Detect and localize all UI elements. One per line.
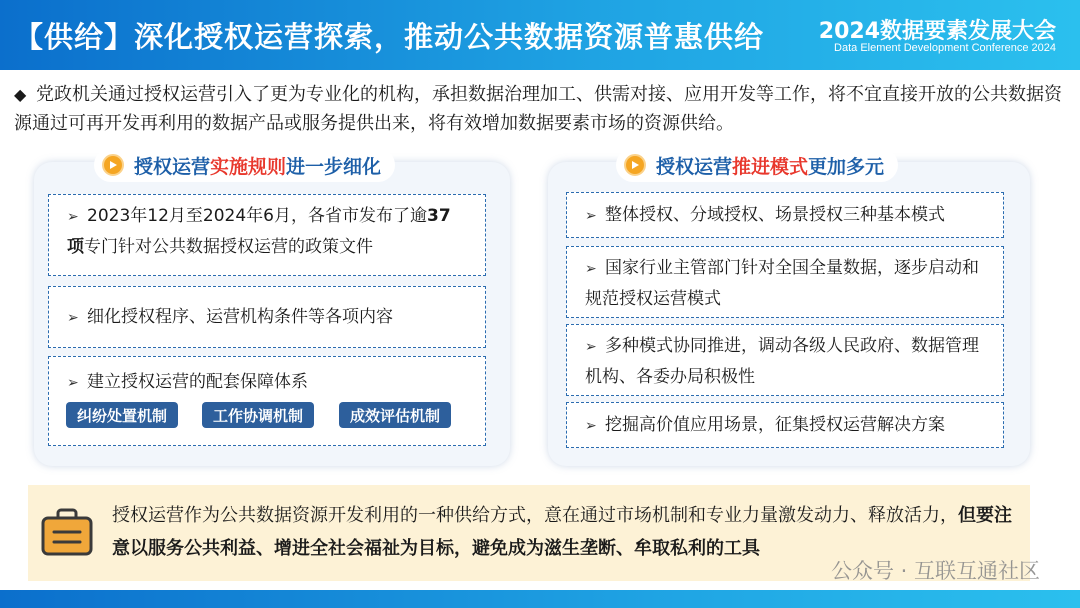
right-item-1 [566,192,1004,238]
arrow-bullet-icon: ➢ [67,209,79,225]
right-panel-title [616,148,898,182]
arrow-bullet-icon: ➢ [585,208,597,224]
left-title-part1: 授权运营 [134,155,211,178]
left-item-1-number: 37 [426,206,451,226]
conference-subtitle: Data Element Development Conference 2024 [834,42,1056,54]
right-item-3 [566,324,1004,396]
left-panel-title [94,148,395,182]
arrow-bullet-icon: ➢ [585,261,597,277]
left-item-1-unit: 项 [67,237,84,257]
right-title-part1: 授权运营 [656,155,733,178]
intro-text: 党政机关通过授权运营引入了更为专业化的机构，承担数据治理加工、供需对接、应用开发等工作，将不宜直接开放的公共数据资源通过可再开发再利用的数据产品或服务提供出来，将有效增加数据要素市场的资源供给。 [14,84,1062,134]
left-title-part3: 进一步细化 [286,155,382,178]
summary-bold: 但要注意以服务公共利益、增进全社会福祉为目标，避免成为滋生垄断、牟取私利的工具 [112,505,1012,559]
right-title-part2: 推进模式 [732,155,809,178]
right-item-4-text: 挖掘高价值应用场景，征集授权运营解决方案 [605,415,945,435]
left-title-part2: 实施规则 [210,155,287,178]
arrow-bullet-icon: ➢ [585,339,597,355]
tag-coordination-mechanism: 工作协调机制 [202,402,314,428]
intro-paragraph [14,80,1070,138]
left-item-1-text-b: 专门针对公共数据授权运营的政策文件 [84,237,373,257]
left-item-1 [48,194,486,276]
footer-bar [0,590,1080,608]
arrow-bullet-icon: ➢ [585,418,597,434]
left-item-1-text-a: 2023年12月至2024年6月，各省市发布了逾 [87,206,427,226]
conference-title: 2024数据要素发展大会 [818,19,1056,44]
right-item-4 [566,402,1004,448]
diamond-bullet-icon: ◆ [14,85,27,104]
summary-plain: 授权运营作为公共数据资源开发利用的一种供给方式，意在通过市场机制和专业力量激发动力、释放活力， [112,505,958,526]
briefcase-icon [40,507,94,561]
left-item-2-text: 细化授权程序、运营机构条件等各项内容 [87,307,393,327]
right-item-1-text: 整体授权、分域授权、场景授权三种基本模式 [605,205,945,225]
tag-dispute-mechanism: 纠纷处置机制 [66,402,178,428]
tag-evaluation-mechanism: 成效评估机制 [339,402,451,428]
left-item-2 [48,286,486,348]
play-icon [624,154,646,176]
left-item-3 [48,356,486,446]
right-item-3-text: 多种模式协同推进，调动各级人民政府、数据管理机构、各委办局积极性 [585,336,979,387]
right-item-2 [566,246,1004,318]
page-title: 【供给】深化授权运营探索，推动公共数据资源普惠供给 [14,20,765,54]
arrow-bullet-icon: ➢ [67,375,79,391]
right-item-2-text: 国家行业主管部门针对全国全量数据，逐步启动和规范授权运营模式 [585,258,979,309]
play-icon [102,154,124,176]
right-title-part3: 更加多元 [808,155,885,178]
arrow-bullet-icon: ➢ [67,310,79,326]
left-item-3-text: 建立授权运营的配套保障体系 [87,372,308,392]
wechat-watermark: 公众号 · 互联互通社区 [830,559,1040,583]
header-banner [0,0,1080,70]
